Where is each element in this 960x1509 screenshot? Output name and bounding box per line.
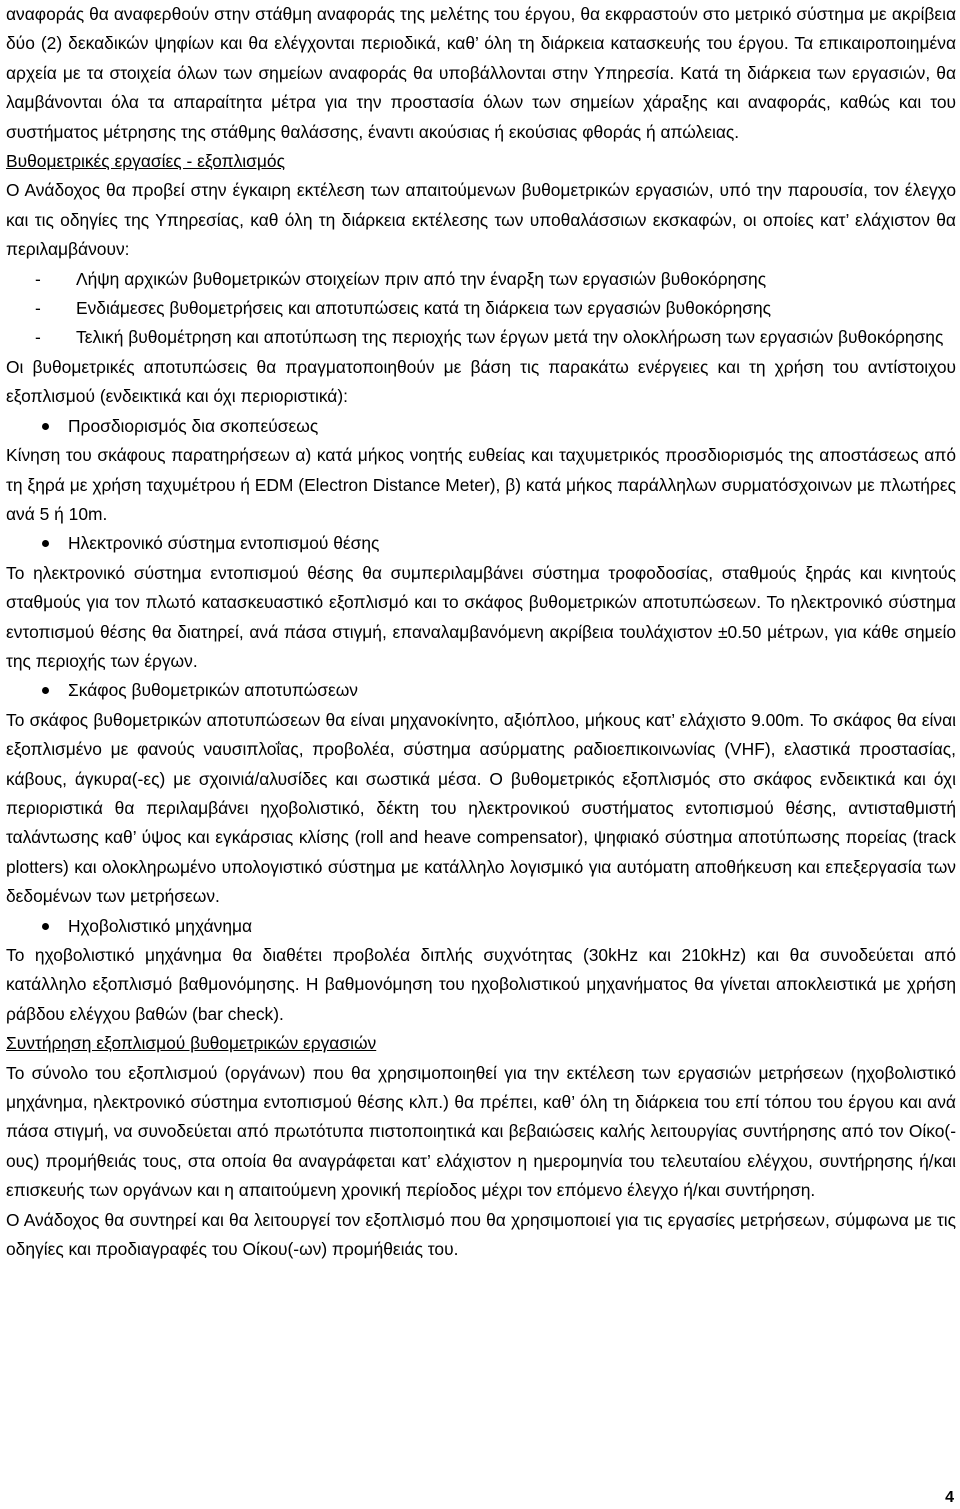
- bullet-text: Προσδιορισμός δια σκοπεύσεως: [68, 415, 319, 436]
- paragraph-survey-vessel: Το σκάφος βυθομετρικών αποτυπώσεων θα είναι μηχανοκίνητο, αξιόπλοο, μήκους κατ’ ελάχιστο 9.00m. Το σκάφος θα είναι εξοπλισμένο με φανούς ναυσιπλοΐας, προβολέα, σύστημα ασύρματης ραδιοεπικοινωνίας (VHF), ελαστικά προστασίας, κάβους, άγκυρα(-ες) με σχοινιά/αλυσίδες και σωστικά μέσα. Ο βυθομετρικός εξοπλισμός στο σκάφος ενδεικτικά και όχι περιοριστικά θα περιλαμβάνει ηχοβολιστικό, δέκτη του ηλεκτρονικού συστήματος εντοπισμού θέσης, αντισταθμιστή ταλάντωσης καθ’ ύψος και εγκάρσιας κλίσης (roll and heave compensator), ψηφιακό σύστημα αποτύπωσης πορείας (track plotters) και ολοκληρωμένο υπολογιστικό σύστημα με κατάλληλο λογισμικό για αυτόματη αποθήκευση και επεξεργασία των δεδομένων των μετρήσεων.: [6, 709, 956, 907]
- dash-marker: -: [35, 327, 41, 348]
- paragraph-contractor-duties: Ο Ανάδοχος θα προβεί στην έγκαιρη εκτέλεση των απαιτούμενων βυθομετρικών εργασιών, υπό την παρουσία, τον έλεγχο και τις οδηγίες της Υπηρεσίας, καθ όλη τη διάρκεια εκτέλεσης των υποθαλάσσιων εκσκαφών, οι οποίες κατ’ ελάχιστον θα περιλαμβάνουν:: [6, 180, 956, 260]
- paragraph-vessel-motion: Κίνηση του σκάφους παρατηρήσεων α) κατά μήκος νοητής ευθείας και ταχυμετρικός προσδιορισμός της αποστάσεως από τη ξηρά με χρήση ταχυμέτρου ή EDM (Electron Distance Meter), β) κατά μήκος παράλληλων συρματόσχοινων με πλωτήρες ανά 5 ή 10m.: [6, 445, 956, 524]
- list-item: [6, 294, 956, 323]
- list-item-text: Λήψη αρχικών βυθομετρικών στοιχείων πριν από την έναρξη των εργασιών βυθοκόρησης: [76, 268, 767, 289]
- dash-marker: -: [35, 298, 41, 319]
- dash-list: [6, 265, 956, 353]
- bullet-dot-icon: [42, 687, 49, 694]
- heading-equipment-maintenance: Συντήρηση εξοπλισμού βυθομετρικών εργασιών: [6, 1033, 377, 1054]
- list-item: [6, 323, 956, 352]
- paragraph-echosounder: Το ηχοβολιστικό μηχάνημα θα διαθέτει προβολέα διπλής συχνότητας (30kHz και 210kHz) και θα συνοδεύεται από κατάλληλο εξοπλισμό βαθμονόμησης. Η βαθμονόμηση του ηχοβολιστικού μηχανήματος θα γίνεται αποκλειστικά με χρήση ράβδου ελέγχου βαθών (bar check).: [6, 945, 956, 1024]
- bullet-survey-vessel: [6, 676, 956, 705]
- bullet-dot-icon: [42, 540, 49, 547]
- paragraph-equipment-operation: Ο Ανάδοχος θα συντηρεί και θα λειτουργεί τον εξοπλισμό που θα χρησιμοποιεί για τις εργασίες μετρήσεων, σύμφωνα με τις οδηγίες και προδιαγραφές του Οίκου(-ων) προμήθειάς του.: [6, 1209, 956, 1260]
- bullet-text: Ηλεκτρονικό σύστημα εντοπισμού θέσης: [68, 533, 380, 554]
- paragraph-positioning-system: Το ηλεκτρονικό σύστημα εντοπισμού θέσης θα συμπεριλαμβάνει σύστημα τροφοδοσίας, σταθμούς ξηράς και κινητούς σταθμούς για τον πλωτό κατασκευαστικό εξοπλισμό και το σκάφος βυθομετρικών αποτυπώσεων. Το ηλεκτρονικό σύστημα εντοπισμού θέσης θα διατηρεί, ανά πάσα στιγμή, επαναλαμβανόμενη ακρίβεια τουλάχιστον ±0.50 μέτρων, για κάθε σημείο της περιοχής των έργων.: [6, 562, 956, 671]
- heading-bathymetric-works: Βυθομετρικές εργασίες - εξοπλισμός: [6, 151, 285, 172]
- bullet-dot-icon: [42, 423, 49, 430]
- bullet-text: Σκάφος βυθομετρικών αποτυπώσεων: [68, 680, 358, 701]
- page-number: 4: [945, 1489, 954, 1506]
- paragraph-reference-points: αναφοράς θα αναφερθούν στην στάθμη αναφοράς της μελέτης του έργου, θα εκφραστούν στο μετρικό σύστημα με ακρίβεια δύο (2) δεκαδικών ψηφίων και θα ελέγχονται περιοδικά, καθ’ όλη τη διάρκεια κατασκευής του έργου. Τα επικαιροποιημένα αρχεία με τα στοιχεία όλων των σημείων αναφοράς θα υποβάλλονται στην Υπηρεσία. Κατά τη διάρκεια των εργασιών, θα λαμβάνονται όλα τα απαραίτητα μέτρα για την προστασία όλων των σημείων χάραξης και αναφοράς, καθώς και του συστήματος μέτρησης της στάθμης θαλάσσης, έναντι ακούσιας ή εκούσιας φθοράς ή απώλειας.: [6, 4, 956, 142]
- bullet-text: Ηχοβολιστικό μηχάνημα: [68, 915, 253, 936]
- paragraph-equipment-certificates: Το σύνολο του εξοπλισμού (οργάνων) που θα χρησιμοποιηθεί για την εκτέλεση των εργασιών μετρήσεων (ηχοβολιστικό μηχάνημα, ηλεκτρονικό σύστημα εντοπισμού θέσης κλπ.) θα πρέπει, καθ’ όλη τη διάρκεια του επί τόπου του έργου και ανά πάσα στιγμή, να συνοδεύεται από πρωτότυπα πιστοποιητικά και βεβαιώσεις καλής λειτουργίας συντήρησης από τον Οίκο(-ους) προμήθειάς τους, στα οποία θα αναγράφεται κατ’ ελάχιστον η ημερομηνία του τελευταίου ελέγχου, συντήρησης ή/και επισκευής των οργάνων και η απαιτούμενη χρονική περίοδος μέχρι τον επόμενο έλεγχο ή/και συντήρηση.: [6, 1062, 956, 1201]
- paragraph-surveys-basis: Οι βυθομετρικές αποτυπώσεις θα πραγματοποιηθούν με βάση τις παρακάτω ενέργειες και τη χρήση του αντίστοιχου εξοπλισμού (ενδεικτικά και όχι περιοριστικά):: [6, 356, 956, 407]
- list-item-text: Ενδιάμεσες βυθομετρήσεις και αποτυπώσεις κατά τη διάρκεια των εργασιών βυθοκόρησης: [76, 298, 772, 319]
- bullet-echosounder: [6, 912, 956, 941]
- list-item-text: Τελική βυθομέτρηση και αποτύπωση της περιοχής των έργων μετά την ολοκλήρωση των εργασιών βυθοκόρησης: [76, 327, 944, 348]
- document-page: [6, 0, 956, 1264]
- bullet-positioning-system: [6, 529, 956, 558]
- list-item: [6, 265, 956, 294]
- bullet-dot-icon: [42, 923, 49, 930]
- dash-marker: -: [35, 268, 41, 289]
- bullet-sighting: [6, 412, 956, 441]
